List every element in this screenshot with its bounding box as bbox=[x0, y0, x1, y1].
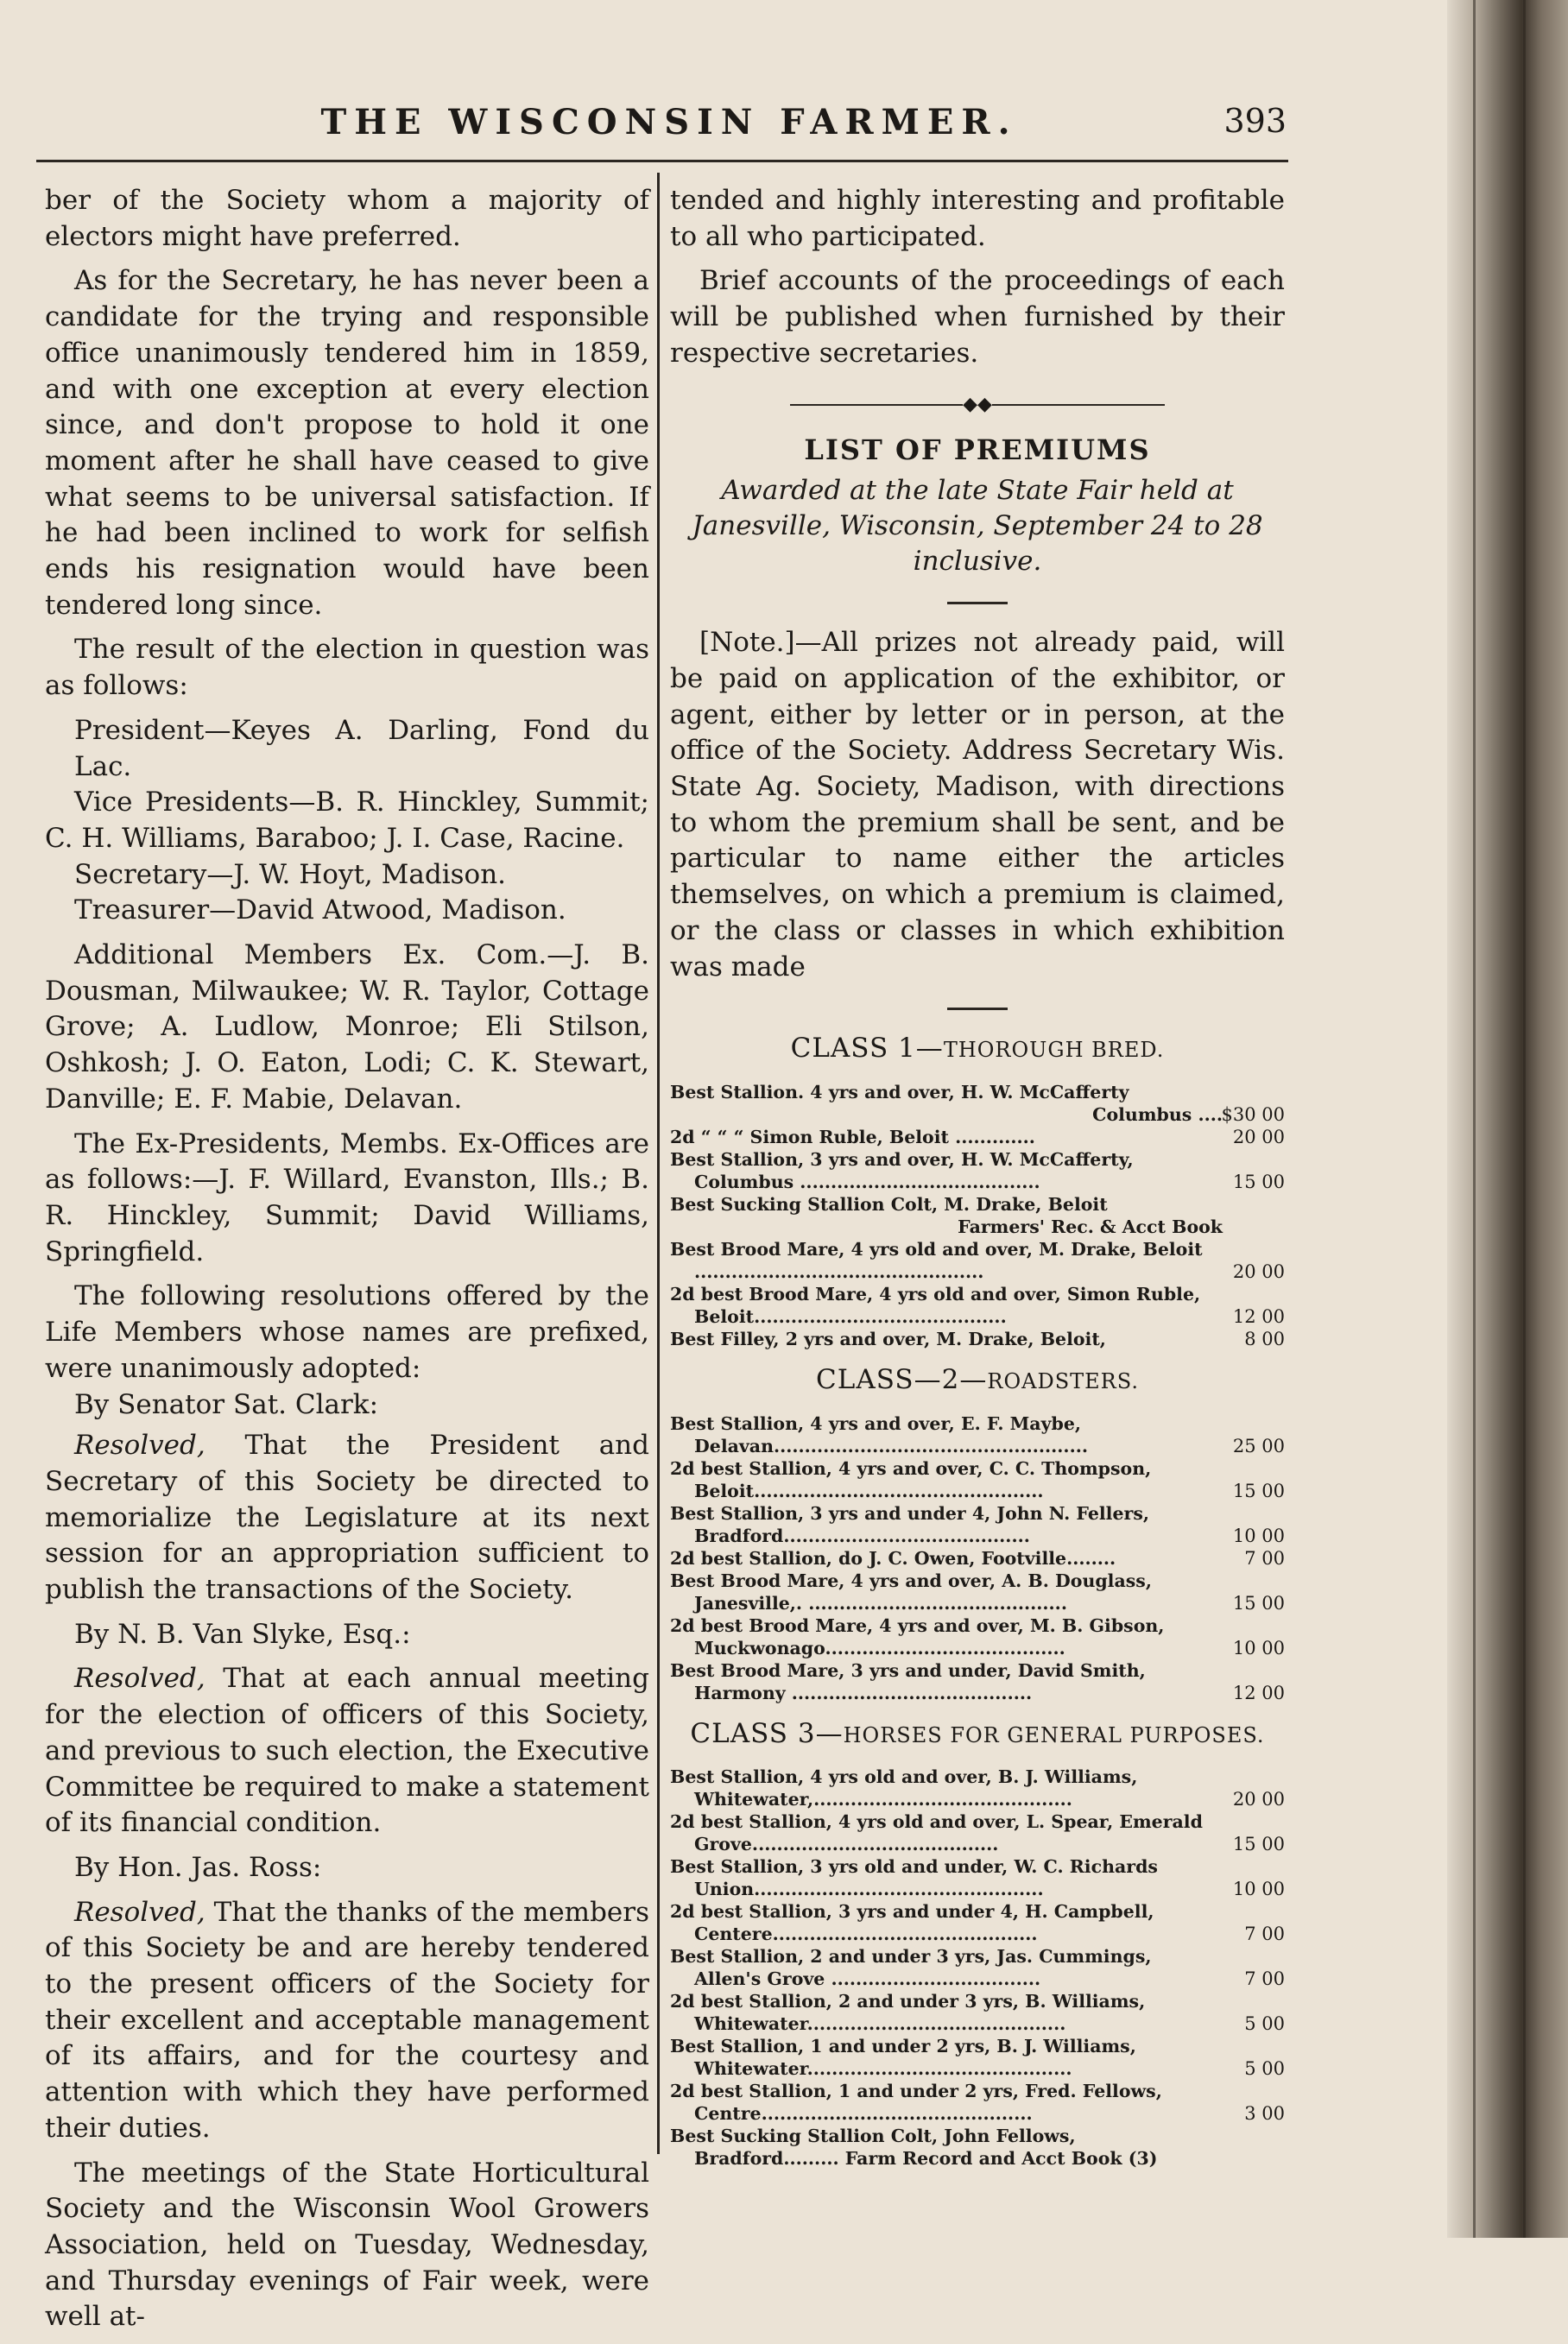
page-number: 393 bbox=[1223, 102, 1287, 140]
class-label: CLASS—2— bbox=[816, 1363, 988, 1395]
note-paragraph bbox=[670, 625, 1285, 985]
resolution-mover: By Hon. Jas. Ross: bbox=[74, 1851, 322, 1883]
entry-amount: $30 00 bbox=[1221, 1103, 1285, 1125]
entry-text: 2d best Stallion, 3 yrs and under 4, H. Campbell, Centere........................................... bbox=[670, 1901, 1154, 1945]
paragraph: ber of the Society whom a majority of electors might have preferred. bbox=[45, 185, 649, 252]
premium-entry bbox=[670, 2035, 1285, 2080]
entry-amount: 20 00 bbox=[1232, 1260, 1285, 1282]
premium-entry bbox=[670, 1412, 1285, 1457]
entry-text: Best Brood Mare, 4 yrs old and over, M. Drake, Beloit ............................................... bbox=[670, 1238, 1203, 1282]
officer-vice-presidents: Vice Presidents—B. R. Hinckley, Summit; C. H. Williams, Baraboo; J. I. Case, Racine. bbox=[45, 787, 649, 854]
entry-text: Best Stallion. 4 yrs and over, H. W. McCafferty bbox=[670, 1081, 1129, 1103]
premium-entry bbox=[670, 1766, 1285, 1810]
entry-text: 2d best Stallion, do J. C. Owen, Footville........ bbox=[670, 1547, 1116, 1569]
resolution-1 bbox=[45, 1428, 649, 1608]
entry-amount: 25 00 bbox=[1232, 1435, 1285, 1456]
class-label: CLASS 3— bbox=[690, 1717, 844, 1749]
officer-secretary: Secretary—J. W. Hoyt, Madison. bbox=[74, 858, 507, 890]
premium-entry bbox=[670, 2125, 1285, 2170]
entry-text: Best Stallion, 3 yrs and under 4, John N. Fellers, Bradford........................................ bbox=[670, 1502, 1149, 1546]
class-entries bbox=[670, 1081, 1285, 1350]
entry-amount: 10 00 bbox=[1232, 1637, 1285, 1658]
entry-text: Best Stallion, 3 yrs old and under, W. C. Richards Union............................................... bbox=[670, 1856, 1158, 1900]
book-binding-edge bbox=[1447, 0, 1568, 2238]
entry-amount: 7 00 bbox=[1244, 1547, 1285, 1569]
paragraph: As for the Secretary, he has never been a candidate for the trying and responsible office unanimously tendered him in 1859, and with one exception at every election since, and don't propose to hold it one moment after he shall have ceased to give what seems to be universal satisfaction. If he had been inclined to work for selfish ends his resignation would have been tendered long since. bbox=[45, 265, 649, 621]
entry-amount: 5 00 bbox=[1244, 2013, 1285, 2035]
premium-entry bbox=[670, 1810, 1285, 1855]
premium-entry bbox=[670, 1614, 1285, 1659]
entry-amount: 7 00 bbox=[1244, 1924, 1285, 1945]
short-rule bbox=[947, 602, 1008, 604]
class-title: THOROUGH BRED. bbox=[943, 1038, 1165, 1063]
premium-entry bbox=[670, 1238, 1285, 1283]
resolution-text: That at each annual meeting for the election of officers of this Society, and previous to such election, the Executive Committee be required to make a statement of its financial condition. bbox=[45, 1663, 649, 1839]
class-title: ROADSTERS. bbox=[987, 1368, 1139, 1393]
entry-amount: 10 00 bbox=[1232, 1879, 1285, 1900]
entry-amount: 7 00 bbox=[1244, 1968, 1285, 1990]
resolved-label: Resolved, bbox=[74, 1896, 205, 1928]
list-subtitle: Awarded at the late State Fair held at Janesville, Wisconsin, September 24 to 28 inclusive. bbox=[692, 475, 1263, 578]
premium-entry bbox=[670, 2080, 1285, 2125]
short-rule bbox=[947, 1008, 1008, 1010]
entry-text: 2d best Stallion, 1 and under 2 yrs, Fred. Fellows, Centre............................................ bbox=[670, 2081, 1162, 2125]
premium-entry bbox=[670, 1570, 1285, 1614]
class-entries bbox=[670, 1766, 1285, 2170]
entry-amount: 20 00 bbox=[1232, 1789, 1285, 1810]
note-text: —All prizes not already paid, will be paid on application of the exhibitor, or agent, either by letter or in person, at the office of the Society. Address Secretary Wis. State Ag. Society, Madison, with directions to whom the premium shall be sent, and be particular to name either the articles themselves, on which a premium is claimed, or the class or classes in which exhibition was made bbox=[670, 627, 1285, 982]
premium-entry bbox=[670, 1148, 1285, 1193]
premium-entry bbox=[670, 1457, 1285, 1502]
section-ornament: ◆◆ bbox=[670, 395, 1285, 415]
class-heading bbox=[670, 1031, 1285, 1069]
left-column bbox=[45, 183, 649, 2344]
entry-amount: 5 00 bbox=[1244, 2058, 1285, 2080]
entry-amount: 20 00 bbox=[1232, 1126, 1285, 1147]
entry-amount: 15 00 bbox=[1232, 1834, 1285, 1855]
class-entries bbox=[670, 1412, 1285, 1704]
ex-presidents: The Ex-Presidents, Membs. Ex-Offices are as follows:—J. F. Willard, Evanston, Ills.; B. R. Hinckley, Summit; David Williams, Springfield. bbox=[45, 1128, 649, 1267]
entry-text: Best Stallion, 3 yrs and over, H. W. McCafferty, Columbus ....................................... bbox=[670, 1148, 1134, 1192]
entry-text: Best Filley, 2 yrs and over, M. Drake, Beloit, bbox=[670, 1328, 1106, 1349]
premium-entry bbox=[670, 1659, 1285, 1704]
entry-text: 2d best Stallion, 2 and under 3 yrs, B. Williams, Whitewater.......................................... bbox=[670, 1991, 1146, 2035]
header-rule bbox=[36, 160, 1288, 162]
premium-entry bbox=[670, 1900, 1285, 1945]
entry-amount: 15 00 bbox=[1232, 1592, 1285, 1614]
premium-entry bbox=[670, 1126, 1285, 1148]
premium-entry bbox=[670, 1193, 1285, 1238]
list-title: LIST OF PREMIUMS bbox=[804, 433, 1151, 466]
entry-continuation: Columbus .... bbox=[1092, 1103, 1223, 1125]
premium-entry bbox=[670, 1502, 1285, 1547]
entry-amount: 12 00 bbox=[1232, 1682, 1285, 1703]
note-label: [Note.] bbox=[699, 627, 795, 659]
class-heading bbox=[670, 1362, 1285, 1400]
officer-treasurer: Treasurer—David Atwood, Madison. bbox=[74, 894, 566, 926]
entry-amount: 8 00 bbox=[1244, 1328, 1285, 1349]
resolution-text: That the President and Secretary of this Society be directed to memorialize the Legislature at its next session for an appropriation sufficient to publish the transactions of the Society. bbox=[45, 1430, 649, 1606]
entry-text: 2d best Brood Mare, 4 yrs and over, M. B. Gibson, Muckwonago....................................... bbox=[670, 1614, 1165, 1658]
running-title: THE WISCONSIN FARMER. bbox=[320, 102, 1018, 142]
page-header bbox=[52, 102, 1287, 154]
entry-text: Best Stallion, 2 and under 3 yrs, Jas. Cummings, Allen's Grove .................................. bbox=[670, 1946, 1152, 1990]
officer-president: President—Keyes A. Darling, Fond du Lac. bbox=[74, 714, 649, 782]
right-column bbox=[670, 183, 1285, 2182]
ornament-rule bbox=[790, 404, 963, 406]
entry-text: Best Sucking Stallion Colt, John Fellows, Bradford......... Farm Record and Acct Book (3) bbox=[670, 2126, 1158, 2170]
resolution-mover: By N. B. Van Slyke, Esq.: bbox=[74, 1618, 411, 1650]
entry-text: Best Stallion, 4 yrs and over, E. F. Maybe, Delavan................................................... bbox=[670, 1412, 1088, 1456]
entry-text: Best Stallion, 1 and under 2 yrs, B. J. Williams, Whitewater........................................... bbox=[670, 2036, 1136, 2080]
entry-text: Best Stallion, 4 yrs old and over, B. J. Williams, Whitewater,.......................................... bbox=[670, 1766, 1138, 1810]
premium-entry bbox=[670, 1990, 1285, 2035]
paragraph: The result of the election in question was as follows: bbox=[45, 634, 649, 702]
entry-text: Best Sucking Stallion Colt, M. Drake, Beloit bbox=[670, 1193, 1108, 1215]
binding-shadow-line bbox=[1523, 0, 1526, 2238]
premium-entry bbox=[670, 1855, 1285, 1900]
paragraph: The meetings of the State Horticultural Society and the Wisconsin Wool Growers Association, held on Tuesday, Wednesday, and Thursday evenings of Fair week, were well at- bbox=[45, 2157, 649, 2333]
entry-amount: 3 00 bbox=[1244, 2103, 1285, 2125]
resolution-text: That the thanks of the members of this Society be and are hereby tendered to the present officers of the Society for their excellent and acceptable management of its affairs, and for the courtesy and attention with which they have performed their duties. bbox=[45, 1896, 649, 2144]
entry-amount: 12 00 bbox=[1232, 1305, 1285, 1327]
class-title: HORSES FOR GENERAL PURPOSES. bbox=[843, 1722, 1265, 1747]
entry-text: 2d best Stallion, 4 yrs old and over, L. Spear, Emerald Grove........................................ bbox=[670, 1811, 1203, 1855]
column-divider bbox=[657, 173, 660, 2154]
paragraph: Brief accounts of the proceedings of each will be published when furnished by their respective secretaries. bbox=[670, 265, 1285, 369]
resolution-3 bbox=[45, 1895, 649, 2147]
premium-entry bbox=[670, 1945, 1285, 1990]
entry-amount: 15 00 bbox=[1232, 1171, 1285, 1192]
entry-amount: 15 00 bbox=[1232, 1480, 1285, 1501]
entry-text: 2d best Brood Mare, 4 yrs old and over, Simon Ruble, Beloit......................................... bbox=[670, 1283, 1201, 1327]
resolutions-intro: The following resolutions offered by the Life Members whose names are prefixed, were unanimously adopted: bbox=[45, 1280, 649, 1384]
class-label: CLASS 1— bbox=[790, 1033, 944, 1065]
resolution-mover: By Senator Sat. Clark: bbox=[74, 1388, 379, 1420]
resolution-2 bbox=[45, 1661, 649, 1842]
premium-entry bbox=[670, 1081, 1285, 1126]
binding-shadow-line bbox=[1473, 0, 1476, 2238]
class-heading bbox=[670, 1716, 1285, 1754]
additional-members: Additional Members Ex. Com.—J. B. Dousman, Milwaukee; W. R. Taylor, Cottage Grove; A. Ludlow, Monroe; Eli Stilson, Oshkosh; J. O. Eaton, Lodi; C. K. Stewart, Danville; E. F. Mabie, Delavan. bbox=[45, 939, 649, 1115]
resolved-label: Resolved, bbox=[74, 1430, 205, 1462]
premium-entry bbox=[670, 1283, 1285, 1328]
premium-entry bbox=[670, 1547, 1285, 1570]
entry-text: 2d best Stallion, 4 yrs and over, C. C. Thompson, Beloit............................................... bbox=[670, 1457, 1152, 1501]
entry-continuation: Farmers' Rec. & Acct Book bbox=[958, 1216, 1223, 1237]
ornament-rule bbox=[992, 404, 1165, 406]
resolved-label: Resolved, bbox=[74, 1663, 205, 1695]
entry-text: Best Brood Mare, 3 yrs and under, David Smith, Harmony ....................................... bbox=[670, 1659, 1146, 1703]
entry-text: Best Brood Mare, 4 yrs and over, A. B. Douglass, Janesville,. .......................................... bbox=[670, 1570, 1152, 1614]
entry-text: 2d “ “ “ Simon Ruble, Beloit ............. bbox=[670, 1126, 1035, 1147]
entry-amount: 10 00 bbox=[1232, 1525, 1285, 1546]
paragraph: tended and highly interesting and profitable to all who participated. bbox=[670, 185, 1285, 252]
premium-entry bbox=[670, 1328, 1285, 1350]
